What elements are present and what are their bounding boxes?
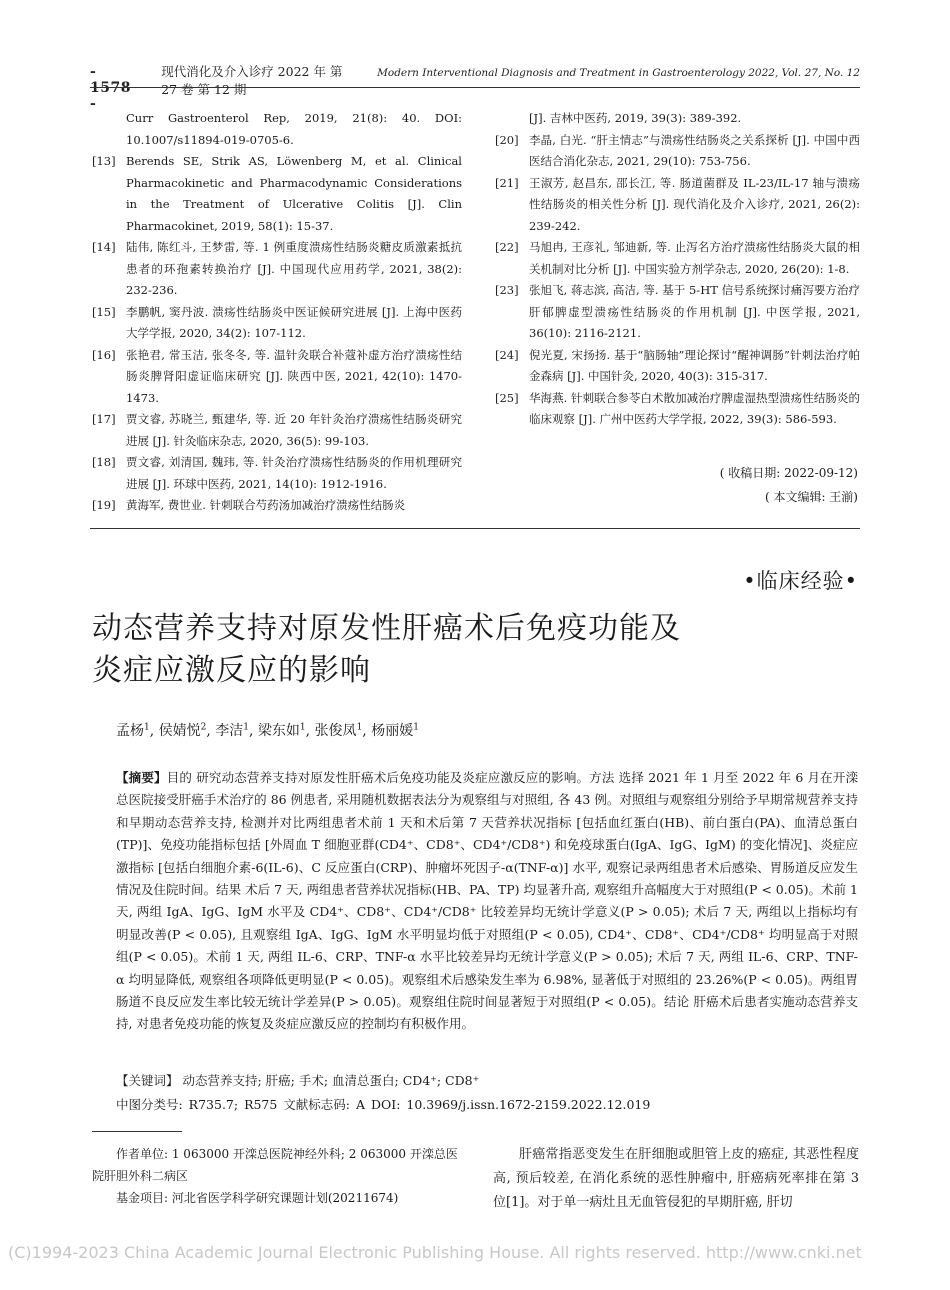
footnote-rule [92, 1131, 182, 1132]
reference-number: [14] [92, 240, 116, 254]
reference-text: Berends SE, Strik AS, Löwenberg M, et al. Clinical Pharmacokinetic and Pharmacodynamic Considerations in the Treatment of Ulcerative Colitis [J]. Clin Pharmacokinet, 2019, 58(1): 15-37. [126, 154, 462, 233]
abstract [116, 767, 858, 1036]
header-rule [90, 87, 860, 88]
reference-text: 张旭飞, 蒋志滨, 高洁, 等. 基于 5-HT 信号系统探讨痛泻要方治疗肝郁脾虚型溃疡性结肠炎的作用机制 [J]. 中医学报, 2021, 36(10): 2116-2121. [529, 283, 860, 340]
abstract-label: 【摘要】 [116, 770, 167, 785]
author-affiliation-mark: 1 [243, 722, 250, 733]
title-line-2: 炎症应激反应的影响 [92, 653, 371, 688]
reference-number: [21] [495, 175, 519, 190]
reference-number: [17] [92, 412, 116, 426]
reference-number: [22] [495, 240, 519, 254]
fund-note: 基金项目: 河北省医学科学研究课题计划(20211674) [116, 1191, 399, 1205]
author-name: 张俊凤 [314, 723, 357, 739]
author-separator: , [249, 723, 258, 739]
reference-text: 张艳君, 常玉洁, 张冬冬, 等. 温针灸联合补蔻补虚方治疗溃疡性结肠炎脾肾阳虚证临床研究 [J]. 陕西中医, 2021, 42(10): 1470-1473. [126, 347, 462, 405]
reference-entry [495, 388, 860, 431]
reference-text: 贾文睿, 刘清国, 魏玮, 等. 针灸治疗溃疡性结肠炎的作用机理研究进展 [J]. 环球中医药, 2021, 14(10): 1912-1916. [126, 455, 462, 491]
title-line-1: 动态营养支持对原发性肝癌术后免疫功能及 [92, 611, 681, 646]
reference-number: [18] [92, 455, 116, 469]
author-affiliation-mark: 2 [200, 722, 207, 733]
author-separator: , [362, 723, 372, 739]
author-affiliation-mark: 1 [144, 722, 150, 733]
reference-text: 李鹏帆, 窦丹波. 溃疡性结肠炎中医证候研究进展 [J]. 上海中医药大学学报, 2020, 34(2): 107-112. [126, 304, 462, 340]
reference-entry [92, 409, 462, 452]
author-affiliation-mark: 1 [356, 722, 363, 733]
reference-text: [J]. 吉林中医药, 2019, 39(3): 389-392. [529, 111, 742, 125]
reference-entry [495, 345, 860, 388]
reference-text: 黄海军, 费世业. 针刺联合芍药汤加减治疗溃疡性结肠炎 [126, 498, 406, 512]
reference-number: [23] [495, 283, 519, 297]
reference-text: 倪光夏, 宋扬扬. 基于“脑肠轴”理论探讨“醒神调肠”针刺法治疗帕金森病 [J]. 中国针灸, 2020, 40(3): 315-317. [529, 347, 860, 383]
reference-number: [15] [92, 304, 116, 319]
reference-text: Curr Gastroenterol Rep, 2019, 21(8): 40. DOI: 10.1007/s11894-019-0705-6. [126, 111, 462, 147]
keywords [116, 1071, 479, 1089]
author-name: 梁东如 [257, 723, 300, 739]
author-separator: , [149, 723, 159, 739]
author-affiliation-mark: 1 [299, 722, 306, 733]
author-list [116, 720, 419, 740]
page-number: - 1578 - [90, 64, 131, 112]
author-separator: , [206, 723, 216, 739]
journal-title-en: Modern Interventional Diagnosis and Treatment in Gastroenterology 2022, Vol. 27, No. 12 [377, 67, 860, 79]
reference-number: [16] [92, 347, 116, 362]
reference-text: 马旭冉, 王彦礼, 邹迪新, 等. 止泻名方治疗溃疡性结肠炎大鼠的相关机制对比分析 [J]. 中国实验方剂学杂志, 2020, 26(20): 1-8. [529, 240, 860, 276]
reference-text: 李晶, 白光. “肝主情志”与溃疡性结肠炎之关系探析 [J]. 中国中西医结合消化杂志, 2021, 29(10): 753-756. [529, 132, 860, 168]
reference-entry [495, 173, 860, 238]
footnotes [92, 1143, 464, 1209]
author-name: 杨丽媛 [371, 723, 414, 739]
reference-entry [92, 495, 462, 517]
received-info [720, 461, 858, 509]
running-header [90, 62, 860, 112]
author-name: 李洁 [215, 723, 244, 739]
reference-entry [92, 302, 462, 345]
reference-text: 华海燕. 针刺联合参苓白术散加减治疗脾虚湿热型溃疡性结肠炎的临床观察 [J]. 广州中医药大学学报, 2022, 39(3): 586-593. [529, 390, 860, 426]
journal-title-cn: 现代消化及介入诊疗 2022 年 第 27 卷 第 12 期 [161, 64, 343, 97]
affiliation-note: 作者单位: 1 063000 开滦总医院神经外科; 2 063000 开滦总医院肝胆外科二病区 [92, 1147, 458, 1183]
article-title [92, 608, 852, 692]
reference-entry [92, 108, 462, 151]
received-date: ( 收稿日期: 2022-09-12) [719, 466, 858, 480]
reference-text: 贾文睿, 苏晓兰, 甄建华, 等. 近 20 年针灸治疗溃疡性结肠炎研究进展 [J]. 针灸临床杂志, 2020, 36(5): 99-103. [126, 412, 462, 448]
reference-entry [495, 108, 860, 130]
reference-text: 王淑芳, 赵昌东, 邵长江, 等. 肠道菌群及 IL-23/IL-17 轴与溃疡性结肠炎的相关性分析 [J]. 现代消化及介入诊疗, 2021, 26(2): 239-242. [529, 175, 860, 233]
reference-number: [25] [495, 390, 519, 405]
classification-line: 中图分类号: R735.7; R575 文献标志码: A DOI: 10.3969/j.issn.1672-2159.2022.12.019 [116, 1097, 651, 1112]
reference-entry [92, 151, 462, 237]
abstract-text: 目的 研究动态营养支持对原发性肝癌术后免疫功能及炎症应激反应的影响。方法 选择 2021 年 1 月至 2022 年 6 月在开滦总医院接受肝癌手术治疗的 86 例患者, 采用随机数据表法分为观察组与对照组, 各 43 例。对照组与观察组分别给予早期常规营养支持和早期动态营养支持, 检测并对比两组患者术前 1 天和术后第 7 天营养状况指标 [包括血红蛋白(HB)、前白蛋白(PA)、血清总蛋白(TP)]、免疫功能指标包括 [外周血 T 细胞亚群(CD4⁺、CD8⁺、CD4⁺/CD8⁺) 和免疫球蛋白(IgA、IgG、IgM) 的变化情况]、炎症应激指标 [包括白细胞介素-6(IL-6)、C 反应蛋白(CRP)、肿瘤坏死因子-α(TNF-α)] 水平, 观察记录两组患者术后感染、胃肠道反应发生情况及住院时间。结果 术后 7 天, 两组患者营养状况指标(HB、PA、TP) 均显著升高, 观察组升高幅度大于对照组(P < 0.05)。术前 1 天, 两组 IgA、IgG、IgM 水平及 CD4⁺、CD8⁺、CD4⁺/CD8⁺ 比较差异均无统计学意义(P > 0.05); 术后 7 天, 两组以上指标均有明显改善(P < 0.05), 且观察组 IgA、IgG、IgM 水平明显均低于对照组(P < 0.05), CD4⁺、CD8⁺、CD4⁺/CD8⁺ 均明显高于对照组(P < 0.05)。术前 1 天, 两组 IL-6、CRP、TNF-α 水平比较差异均无统计学意义(P > 0.05); 术后 7 天, 两组 IL-6、CRP、TNF-α 均明显降低, 观察组各项降低更明显(P < 0.05)。观察组术后感染发生率为 6.98%, 显著低于对照组的 23.26%(P < 0.05)。两组胃肠道不良反应发生率比较无统计学差异(P > 0.05)。观察组住院时间显著短于对照组(P < 0.05)。结论 肝癌术后患者实施动态营养支持, 对患者免疫功能的恢复及炎症应激反应的控制均有积极作用。 [116, 770, 858, 1032]
reference-entry [92, 345, 462, 410]
reference-number: [13] [92, 154, 116, 168]
section-tag: •临床经验• [743, 569, 858, 593]
body-paragraph: 肝癌常指恶变发生在肝细胞或胆管上皮的癌症, 其恶性程度高, 预后较差, 在消化系统的恶性肿瘤中, 肝癌病死率排在第 3 位[1]。对于单一病灶且无血管侵犯的早期肝癌, 肝切 [493, 1147, 859, 1210]
editor-note: ( 本文编辑: 王湔) [764, 490, 858, 504]
reference-entry [495, 237, 860, 280]
author-separator: , [305, 723, 315, 739]
author-affiliation-mark: 1 [413, 722, 419, 733]
reference-number: [24] [495, 347, 519, 362]
reference-entry [495, 130, 860, 173]
reference-entry [92, 452, 462, 495]
author-name: 侯婧悦 [158, 723, 201, 739]
reference-number: [19] [92, 498, 116, 512]
section-rule [90, 528, 860, 529]
reference-text: 陆伟, 陈红斗, 王梦雷, 等. 1 例重度溃疡性结肠炎糖皮质激素抵抗患者的环孢素转换治疗 [J]. 中国现代应用药学, 2021, 38(2): 232-236. [126, 240, 462, 297]
reference-entry [92, 237, 462, 302]
reference-list-left [92, 108, 462, 517]
keywords-text: 动态营养支持; 肝癌; 手术; 血清总蛋白; CD4⁺; CD8⁺ [182, 1073, 480, 1088]
author-name: 孟杨 [116, 723, 144, 739]
reference-list-right [495, 108, 860, 431]
reference-entry [495, 280, 860, 345]
keywords-label: 【关键词】 [116, 1073, 179, 1088]
reference-number: [20] [495, 132, 519, 147]
cnki-watermark: (C)1994-2023 China Academic Journal Electronic Publishing House. All rights reserved. http://www.cnki.net [8, 1243, 862, 1262]
